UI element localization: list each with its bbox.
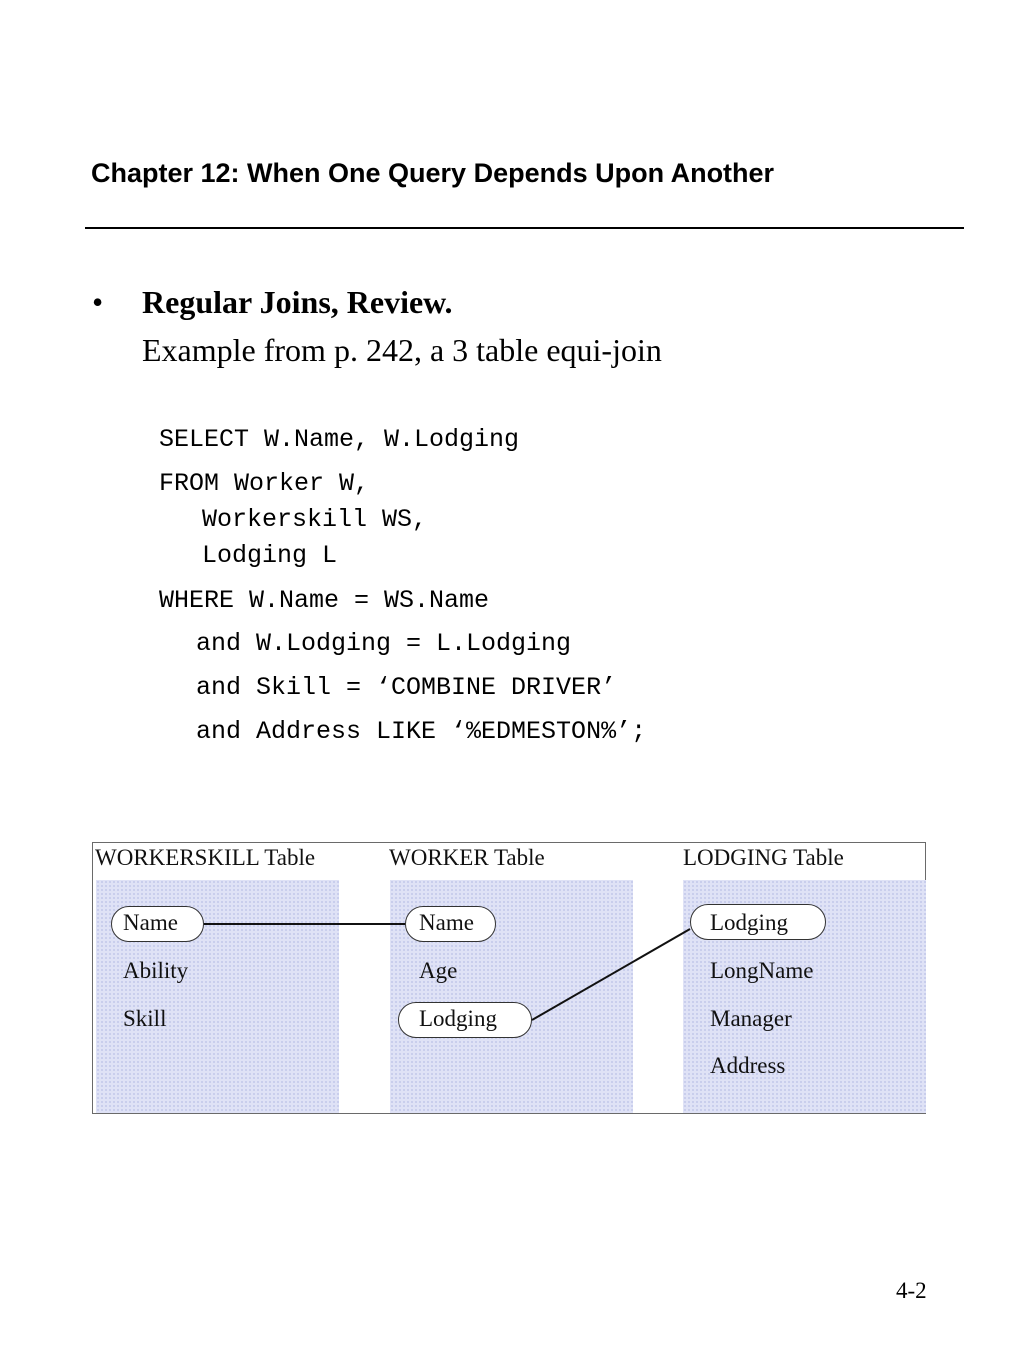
sql-line-select: SELECT W.Name, W.Lodging <box>159 425 520 454</box>
bullet-marker: • <box>92 284 104 320</box>
lodging-table-title: LODGING Table <box>683 845 844 870</box>
worker-field-name: Name <box>419 910 474 935</box>
chapter-title: Chapter 12: When One Query Depends Upon Another <box>91 158 775 188</box>
workerskill-field-ability: Ability <box>123 958 189 983</box>
title-divider <box>85 227 964 229</box>
sql-line-and-lodging: and W.Lodging = L.Lodging <box>196 629 572 658</box>
lodging-field-longname: LongName <box>710 958 814 983</box>
sql-line-and-address: and Address LIKE ‘%EDMESTON%’; <box>196 717 647 746</box>
bullet-heading: Regular Joins, Review. <box>142 284 453 320</box>
sql-line-from-lodging: Lodging L <box>202 541 338 570</box>
sql-line-where: WHERE W.Name = WS.Name <box>159 586 490 615</box>
workerskill-field-name: Name <box>123 910 178 935</box>
join-diagram <box>92 842 926 1114</box>
lodging-field-manager: Manager <box>710 1006 792 1031</box>
lodging-join-line <box>532 929 690 1020</box>
worker-field-age: Age <box>419 958 458 983</box>
sql-line-and-skill: and Skill = ‘COMBINE DRIVER’ <box>196 673 617 702</box>
lodging-field-address: Address <box>710 1053 786 1078</box>
worker-field-lodging: Lodging <box>419 1006 497 1031</box>
workerskill-field-skill: Skill <box>123 1006 167 1031</box>
sql-line-from-workerskill: Workerskill WS, <box>202 505 428 534</box>
bullet-subheading: Example from p. 242, a 3 table equi-join <box>142 332 662 368</box>
page-number: 4-2 <box>896 1278 927 1303</box>
sql-line-from: FROM Worker W, <box>159 469 370 498</box>
worker-table-title: WORKER Table <box>389 845 545 870</box>
lodging-field-lodging: Lodging <box>710 910 788 935</box>
workerskill-table-title: WORKERSKILL Table <box>95 845 316 870</box>
